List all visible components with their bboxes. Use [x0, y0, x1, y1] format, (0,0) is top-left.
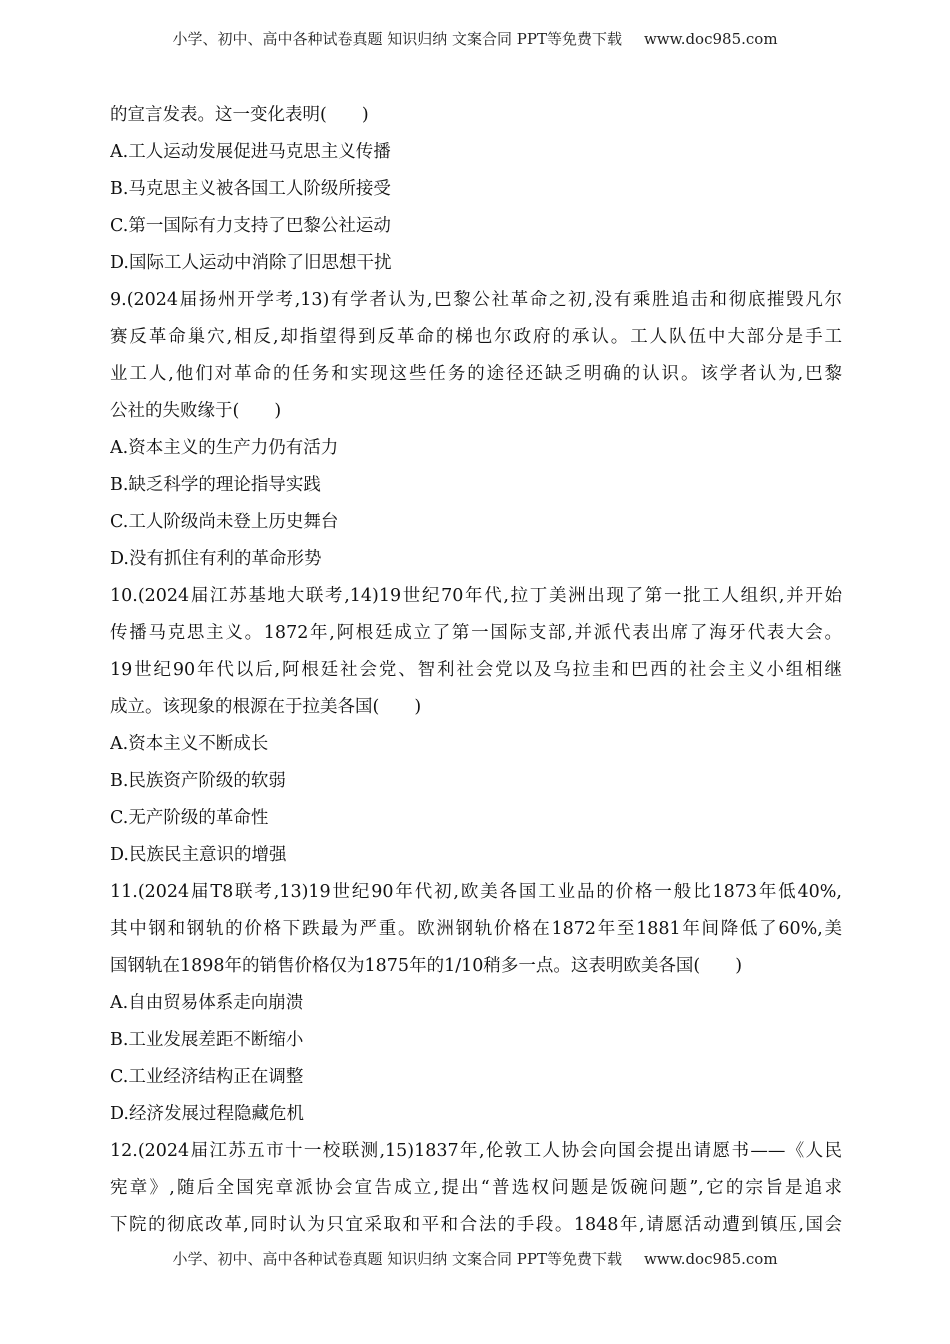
- document-body: [110, 97, 842, 1244]
- q10-option-b: B.民族资产阶级的软弱: [110, 771, 286, 791]
- q8-option-a: A.工人运动发展促进马克思主义传播: [110, 142, 391, 162]
- q11-option-b: B.工业发展差距不断缩小: [110, 1030, 304, 1050]
- q11-stem-line: 其中钢和钢轨的价格下跌最为严重。欧洲钢轨价格在1872年至1881年间降低了60%,美: [110, 919, 842, 939]
- q11-stem-line: 11.(2024届T8联考,13)19世纪90年代初,欧美各国工业品的价格一般比1873年低40%,: [110, 882, 842, 902]
- q10-stem-line: 19世纪90年代以后,阿根廷社会党、智利社会党以及乌拉圭和巴西的社会主义小组相继: [110, 660, 842, 680]
- q10-stem-line: 10.(2024届江苏基地大联考,14)19世纪70年代,拉丁美洲出现了第一批工人组织,并开始: [110, 586, 842, 606]
- page-footer: [0, 1248, 950, 1269]
- header-text: 小学、初中、高中各种试卷真题 知识归纳 文案合同 PPT等免费下载: [172, 30, 622, 48]
- footer-text: 小学、初中、高中各种试卷真题 知识归纳 文案合同 PPT等免费下载: [172, 1250, 622, 1268]
- q8-option-b: B.马克思主义被各国工人阶级所接受: [110, 179, 391, 199]
- page-header: [0, 28, 950, 49]
- q12-stem-line: 下院的彻底改革,同时认为只宜采取和平和合法的手段。1848年,请愿活动遭到镇压,国会: [110, 1215, 842, 1235]
- q9-option-d: D.没有抓住有利的革命形势: [110, 549, 322, 569]
- header-site-link[interactable]: www.doc985.com: [643, 30, 778, 48]
- q10-stem-line: 成立。该现象的根源在于拉美各国( ): [110, 697, 422, 717]
- footer-site-link[interactable]: www.doc985.com: [643, 1250, 778, 1268]
- q9-stem-line: 公社的失败缘于( ): [110, 401, 282, 421]
- q10-option-d: D.民族民主意识的增强: [110, 845, 287, 865]
- q8-option-d: D.国际工人运动中消除了旧思想干扰: [110, 253, 392, 273]
- q9-option-b: B.缺乏科学的理论指导实践: [110, 475, 321, 495]
- q11-option-d: D.经济发展过程隐藏危机: [110, 1104, 304, 1124]
- q9-stem-line: 9.(2024届扬州开学考,13)有学者认为,巴黎公社革命之初,没有乘胜追击和彻底摧毁凡尔: [110, 290, 842, 310]
- q8-stem-line: 的宣言发表。这一变化表明( ): [110, 105, 369, 125]
- q11-stem-line: 国钢轨在1898年的销售价格仅为1875年的1/10稍多一点。这表明欧美各国( ): [110, 956, 743, 976]
- q9-option-a: A.资本主义的生产力仍有活力: [110, 438, 339, 458]
- q10-stem-line: 传播马克思主义。1872年,阿根廷成立了第一国际支部,并派代表出席了海牙代表大会。: [110, 623, 842, 643]
- q11-option-a: A.自由贸易体系走向崩溃: [110, 993, 304, 1013]
- q9-stem-line: 业工人,他们对革命的任务和实现这些任务的途径还缺乏明确的认识。该学者认为,巴黎: [110, 364, 842, 384]
- q9-stem-line: 赛反革命巢穴,相反,却指望得到反革命的梯也尔政府的承认。工人队伍中大部分是手工: [110, 327, 842, 347]
- q9-option-c: C.工人阶级尚未登上历史舞台: [110, 512, 339, 532]
- q8-option-c: C.第一国际有力支持了巴黎公社运动: [110, 216, 391, 236]
- q11-option-c: C.工业经济结构正在调整: [110, 1067, 304, 1087]
- q10-option-a: A.资本主义不断成长: [110, 734, 269, 754]
- q12-stem-line: 12.(2024届江苏五市十一校联测,15)1837年,伦敦工人协会向国会提出请愿书——《人民: [110, 1141, 842, 1161]
- q12-stem-line: 宪章》,随后全国宪章派协会宣告成立,提出“普选权问题是饭碗问题”,它的宗旨是追求: [110, 1178, 842, 1198]
- q10-option-c: C.无产阶级的革命性: [110, 808, 269, 828]
